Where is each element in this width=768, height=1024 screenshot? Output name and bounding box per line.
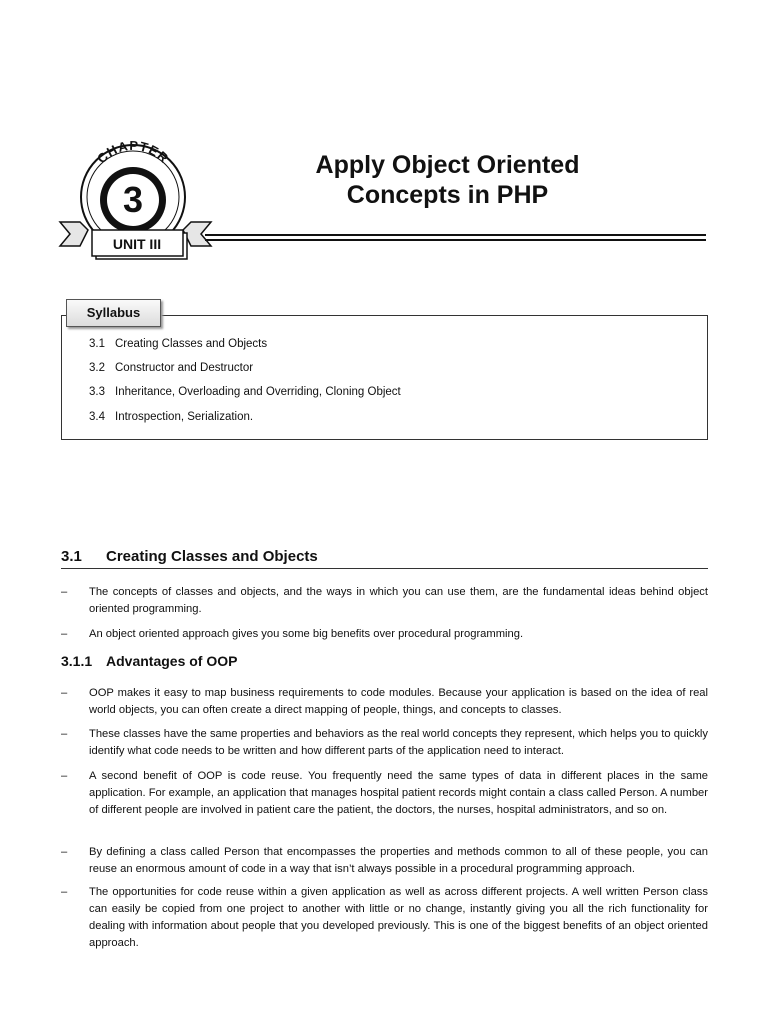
paragraph-text: The concepts of classes and objects, and the ways in which you can use them, are the fundamental ideas behind object oriented programming. bbox=[89, 586, 708, 615]
paragraph-text: OOP makes it easy to map business requirements to code modules. Because your application is based on the idea of real world objects, you can often create a direct mapping of people, things, and concepts to classes. bbox=[89, 687, 708, 716]
syllabus-item-text: Inheritance, Overloading and Overriding, Cloning Object bbox=[115, 386, 401, 398]
subsection-title: Advantages of OOP bbox=[106, 653, 238, 669]
syllabus-item-num: 3.2 bbox=[89, 362, 105, 374]
syllabus-item-num: 3.4 bbox=[89, 411, 105, 423]
unit-label: UNIT III bbox=[112, 236, 162, 252]
syllabus-item bbox=[89, 338, 267, 350]
section-title: Creating Classes and Objects bbox=[106, 548, 318, 565]
chapter-number: 3 bbox=[122, 179, 144, 220]
bullet-paragraph bbox=[61, 726, 708, 760]
bullet-paragraph bbox=[61, 884, 708, 952]
paragraph-text: A second benefit of OOP is code reuse. You frequently need the same types of data in different places in the same application. For example, an application that manages hospital patient records might contain a class called Person. A number of different people are involved in patient care the patient, the doctors, the nurses, hospital administrators, and so on. bbox=[89, 770, 708, 816]
chapter-badge bbox=[58, 140, 213, 265]
paragraph-text: By defining a class called Person that encompasses the properties and methods common to all of these people, you can reuse an enormous amount of code in a way that isn’t always possible in a procedural programming approach. bbox=[89, 846, 708, 875]
bullet-dash: – bbox=[61, 770, 68, 782]
paragraph-text: An object oriented approach gives you some big benefits over procedural programming. bbox=[89, 628, 524, 640]
syllabus-item-text: Introspection, Serialization. bbox=[115, 411, 254, 423]
chapter-title-line1: Apply Object Oriented bbox=[315, 151, 580, 179]
bullet-paragraph bbox=[61, 768, 708, 819]
bullet-paragraph bbox=[61, 844, 708, 878]
paragraph-text: The opportunities for code reuse within a given application as well as across different projects. A well written Person class can easily be copied from one project to another with little or no change, instantly giving you all the rich functionality for dealing with information about people that you developed previously. This is one of the biggest benefits of an object oriented approach. bbox=[89, 886, 708, 949]
section-number: 3.1 bbox=[61, 548, 82, 565]
chapter-ribbon-path: CHAPTER bbox=[93, 140, 173, 167]
syllabus-tab: Syllabus bbox=[66, 299, 161, 327]
bullet-dash: – bbox=[61, 687, 68, 699]
syllabus-item bbox=[89, 386, 401, 398]
syllabus-item-text: Creating Classes and Objects bbox=[115, 338, 268, 350]
subsection-number: 3.1.1 bbox=[61, 653, 93, 669]
bullet-paragraph bbox=[61, 584, 708, 618]
syllabus-item-text: Constructor and Destructor bbox=[115, 362, 254, 374]
bullet-dash: – bbox=[61, 728, 68, 740]
bullet-paragraph bbox=[61, 626, 708, 643]
bullet-dash: – bbox=[61, 886, 68, 898]
syllabus-item bbox=[89, 362, 253, 374]
section-heading bbox=[61, 548, 708, 569]
title-rule-top bbox=[205, 234, 706, 236]
chapter-title bbox=[290, 150, 605, 210]
paragraph-text: These classes have the same properties and behaviors as the real world concepts they represent, which helps you to quickly identify what code needs to be written and how different parts of the application need to interact. bbox=[89, 728, 708, 757]
syllabus-item-num: 3.3 bbox=[89, 386, 105, 398]
bullet-dash: – bbox=[61, 846, 68, 858]
bullet-paragraph bbox=[61, 685, 708, 719]
syllabus-item bbox=[89, 411, 253, 423]
bullet-dash: – bbox=[61, 586, 68, 598]
syllabus-item-num: 3.1 bbox=[89, 338, 105, 350]
title-rule-bottom bbox=[205, 239, 706, 241]
bullet-dash: – bbox=[61, 628, 68, 640]
chapter-title-line2: Concepts in PHP bbox=[346, 181, 549, 209]
